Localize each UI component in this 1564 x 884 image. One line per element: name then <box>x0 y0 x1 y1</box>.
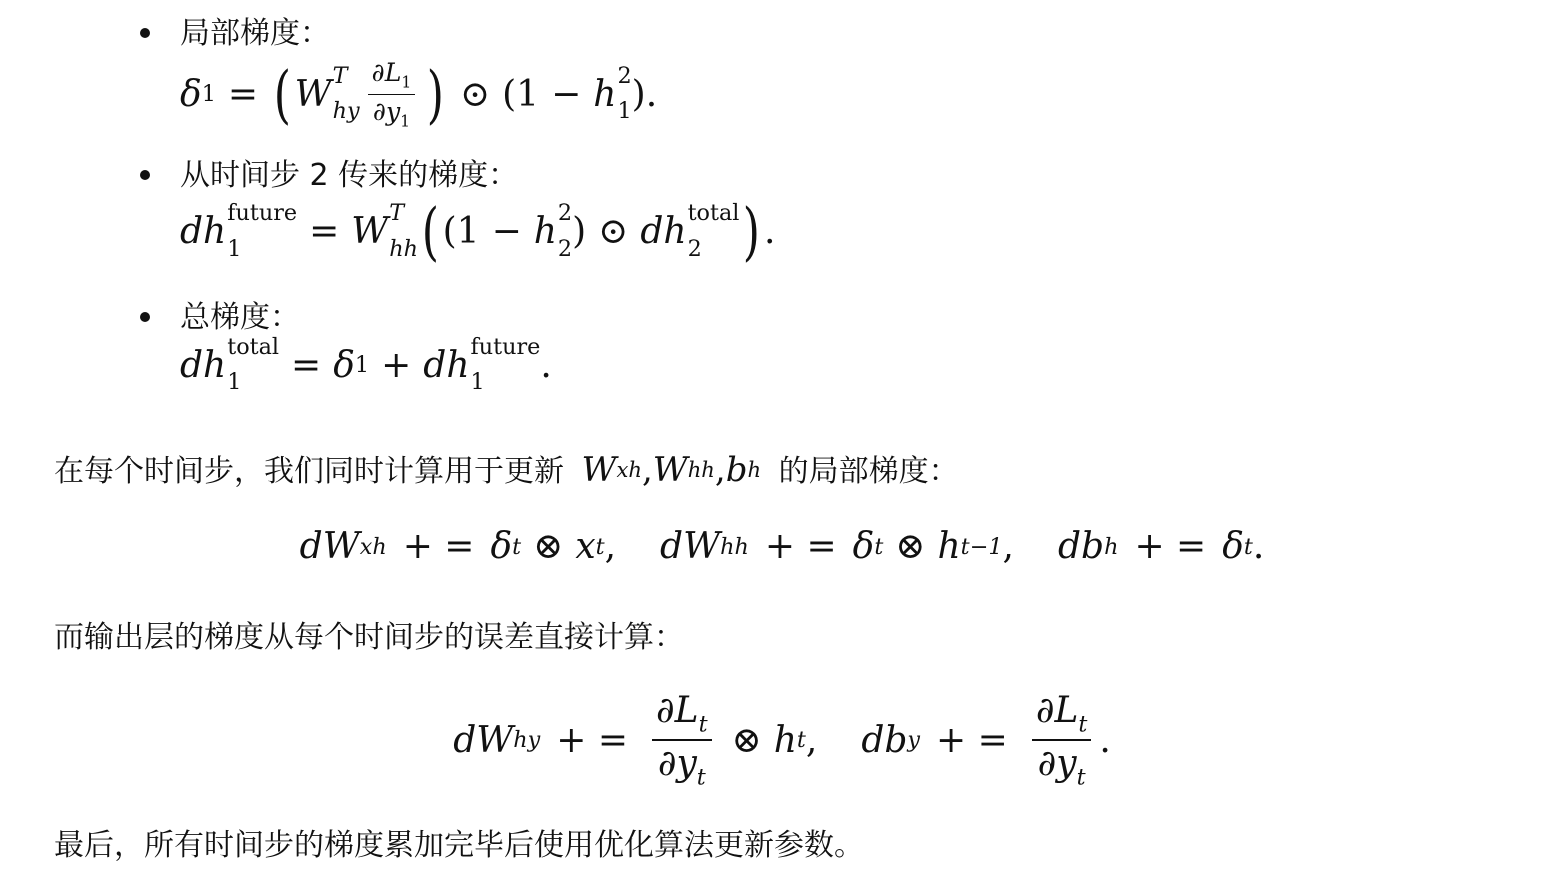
display-equation-accumulate: d W xh + = δ t ⊗ x t , d W hh + = δ t ⊗ h t−1 , d b h + = δ t . <box>299 526 1265 567</box>
bullet-total-gradient <box>180 300 552 402</box>
paragraph-local-gradients <box>54 452 959 490</box>
bullet-dot-icon <box>140 170 150 180</box>
inline-math-params: W xh , W hh , b h <box>581 450 762 490</box>
bullet-label: 从时间步 2 传来的梯度： <box>180 158 519 193</box>
paragraph-text: 最后，所有时间步的梯度累加完毕后使用优化算法更新参数。 <box>54 828 864 863</box>
bullet-local-gradient <box>180 16 657 132</box>
formula-dh1-total: d h total 1 = δ 1 + d h future 1 . <box>180 334 552 396</box>
paragraph-suffix: 的局部梯度： <box>778 454 959 489</box>
bullet-future-gradient <box>180 158 775 274</box>
formula-dh1-future: d h future 1 = W T hh ( ( 1 − h 2 2 ) ⊙ d h total 2 ) . <box>180 195 776 268</box>
display-equation-output: d W hy + = $\frac{\partial L_t}{\partial y_t}$ ⊗ h t , d b y + = $\frac{\partial L_t}{\partial y_t}$ . <box>453 690 1111 791</box>
bullet-dot-icon <box>140 312 150 322</box>
bullet-dot-icon <box>140 28 150 38</box>
paragraph-conclusion <box>54 828 864 864</box>
bullet-label: 局部梯度： <box>180 16 330 51</box>
paragraph-text: 在每个时间步，我们同时计算用于更新 <box>54 454 564 489</box>
formula-delta-1: δ 1 = ( W T hy $\frac{\partial L_1}{\partial y_1}$ ) ⊙ ( 1 − h 2 1 ) . <box>180 57 658 131</box>
paragraph-text: 而输出层的梯度从每个时间步的误差直接计算： <box>54 620 684 655</box>
paragraph-output-gradient <box>54 620 684 656</box>
bullet-label: 总梯度： <box>180 300 300 335</box>
